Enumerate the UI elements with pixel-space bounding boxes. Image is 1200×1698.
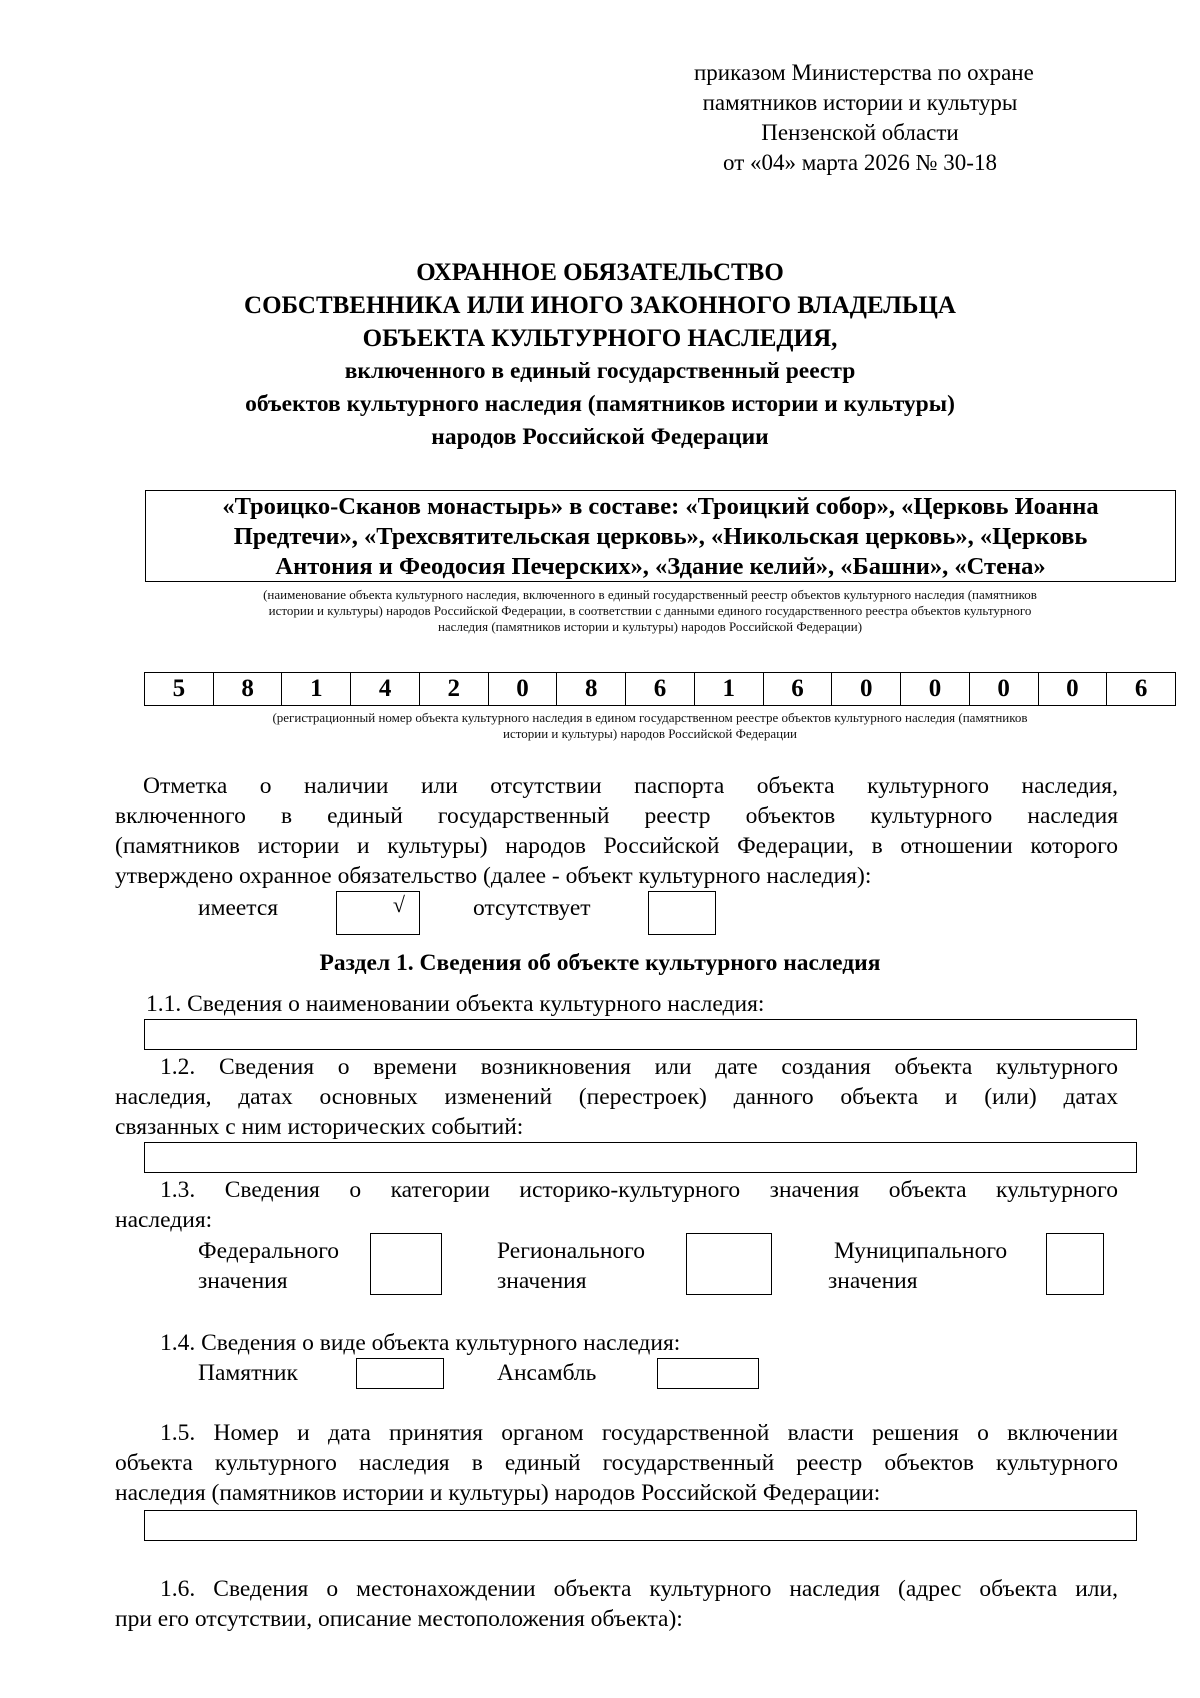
item-1-5-line-2: объекта культурного наследия в единый государственный реестр объектов культурного (115, 1450, 1118, 1476)
reg-digit: 0 (832, 673, 901, 705)
item-1-6-paragraph (115, 1574, 1118, 1634)
monument-checkbox[interactable] (356, 1358, 444, 1389)
reg-digit: 1 (695, 673, 764, 705)
federal-label-line-1: Федерального (198, 1238, 340, 1264)
reg-digit: 8 (557, 673, 626, 705)
reg-digit: 8 (214, 673, 283, 705)
municipal-checkbox[interactable] (1046, 1233, 1104, 1295)
reg-digit: 1 (282, 673, 351, 705)
municipal-label-line-2: значения (828, 1268, 918, 1294)
object-name-box (145, 490, 1176, 582)
reg-digit: 0 (901, 673, 970, 705)
regional-label-line-2: значения (497, 1268, 587, 1294)
title-line-1: ОХРАННОЕ ОБЯЗАТЕЛЬСТВО (416, 259, 784, 286)
passport-paragraph (115, 771, 1118, 891)
registration-caption-line-1: (регистрационный номер объекта культурного наследия в едином государственном реестре объектов культурного наследия (памятников (272, 710, 1028, 725)
item-1-3-line-1: 1.3. Сведения о категории историко-культурного значения объекта культурного (160, 1177, 1118, 1203)
item-1-1-label: 1.1. Сведения о наименовании объекта культурного наследия: (146, 991, 765, 1017)
reg-digit: 6 (626, 673, 695, 705)
order-reference (640, 58, 1080, 178)
document-title (80, 256, 1120, 454)
item-1-2-line-1: 1.2. Сведения о времени возникновения или дате создания объекта культурного (160, 1054, 1118, 1080)
registration-caption (120, 710, 1180, 742)
order-reference-line-1: приказом Министерства по охране (694, 60, 1034, 85)
passport-line-3: (памятников истории и культуры) народов Российской Федерации, в отношении которого (115, 833, 1118, 859)
municipal-label-line-1: Муниципального (834, 1238, 1008, 1264)
passport-line-2: включенного в единый государственный реестр объектов культурного наследия (115, 803, 1118, 829)
reg-digit: 5 (145, 673, 214, 705)
item-1-5-line-1: 1.5. Номер и дата принятия органом государственной власти решения о включении (160, 1420, 1118, 1446)
reg-digit: 6 (764, 673, 833, 705)
registration-caption-line-2: истории и культуры) народов Российской Федерации (503, 726, 797, 741)
title-line-2: СОБСТВЕННИКА ИЛИ ИНОГО ЗАКОННОГО ВЛАДЕЛЬЦА (244, 292, 956, 319)
federal-label (198, 1236, 339, 1296)
section-1-title: Раздел 1. Сведения об объекте культурного наследия (319, 950, 881, 976)
reg-digit: 0 (489, 673, 558, 705)
reg-digit: 4 (351, 673, 420, 705)
item-1-3-line-2: наследия: (115, 1207, 213, 1233)
passport-exists-label: имеется (198, 895, 279, 921)
reg-digit: 0 (1039, 673, 1108, 705)
object-name-caption (120, 587, 1180, 635)
object-name-line-3: Антония и Феодосия Печерских», «Здание келий», «Башни», «Стена» (275, 553, 1046, 580)
item-1-3-paragraph (115, 1175, 1118, 1235)
ensemble-checkbox[interactable] (657, 1358, 759, 1389)
order-reference-line-3: Пензенской области (761, 120, 959, 145)
item-1-6-line-2: при его отсутствии, описание местоположения объекта): (115, 1606, 683, 1632)
federal-checkbox[interactable] (370, 1233, 442, 1295)
item-1-6-line-1: 1.6. Сведения о местонахождении объекта культурного наследия (адрес объекта или, (160, 1576, 1118, 1602)
passport-absent-checkbox[interactable] (648, 891, 716, 935)
monument-label: Памятник (198, 1360, 298, 1386)
item-1-4-label: 1.4. Сведения о виде объекта культурного наследия: (160, 1330, 681, 1356)
checkmark-icon: √ (392, 892, 405, 917)
title-line-5: объектов культурного наследия (памятников истории и культуры) (245, 391, 955, 417)
item-1-2-field[interactable] (144, 1142, 1137, 1173)
regional-label (497, 1236, 645, 1296)
item-1-5-field[interactable] (144, 1510, 1137, 1541)
ensemble-label: Ансамбль (497, 1360, 597, 1386)
reg-digit: 6 (1134, 675, 1148, 702)
passport-line-4: утверждено охранное обязательство (далее - объект культурного наследия): (115, 863, 872, 889)
reg-digit: 0 (970, 673, 1039, 705)
regional-checkbox[interactable] (686, 1233, 772, 1295)
registration-number (144, 672, 1176, 706)
item-1-1-field[interactable] (144, 1019, 1137, 1050)
order-reference-line-4: от «04» марта 2026 № 30-18 (723, 150, 997, 175)
object-name-line-1: «Троицко-Сканов монастырь» в составе: «Троицкий собор», «Церковь Иоанна (222, 493, 1099, 520)
item-1-5-paragraph (115, 1418, 1118, 1508)
object-name-caption-line-2: истории и культуры) народов Российской Федерации, в соответствии с данными единого государственного реестра объектов культурного (268, 603, 1032, 618)
regional-label-line-1: Регионального (497, 1238, 645, 1264)
object-name-line-2: Предтечи», «Трехсвятительская церковь», «Никольская церковь», «Церковь (233, 523, 1088, 550)
item-1-2-line-3: связанных с ним исторических событий: (115, 1114, 524, 1140)
item-1-2-paragraph (115, 1052, 1118, 1142)
object-name-caption-line-3: наследия (памятников истории и культуры) народов Российской Федерации) (437, 619, 863, 634)
passport-line-1: Отметка о наличии или отсутствии паспорта объекта культурного наследия, (143, 773, 1118, 799)
item-1-5-line-3: наследия (памятников истории и культуры) народов Российской Федерации: (115, 1480, 881, 1506)
title-line-3: ОБЪЕКТА КУЛЬТУРНОГО НАСЛЕДИЯ, (362, 325, 838, 352)
order-reference-line-2: памятников истории и культуры (702, 90, 1018, 115)
title-line-6: народов Российской Федерации (431, 424, 769, 450)
reg-digit: 2 (420, 673, 489, 705)
passport-exists-checkbox[interactable] (336, 891, 420, 935)
passport-absent-label: отсутствует (473, 895, 591, 921)
municipal-label (828, 1236, 1007, 1296)
title-line-4: включенного в единый государственный реестр (344, 358, 856, 384)
item-1-2-line-2: наследия, датах основных изменений (перестроек) данного объекта и (или) датах (115, 1084, 1118, 1110)
federal-label-line-2: значения (198, 1268, 288, 1294)
object-name-caption-line-1: (наименование объекта культурного наследия, включенного в единый государственный реестр объектов культурного наследия (памятников (263, 587, 1037, 602)
